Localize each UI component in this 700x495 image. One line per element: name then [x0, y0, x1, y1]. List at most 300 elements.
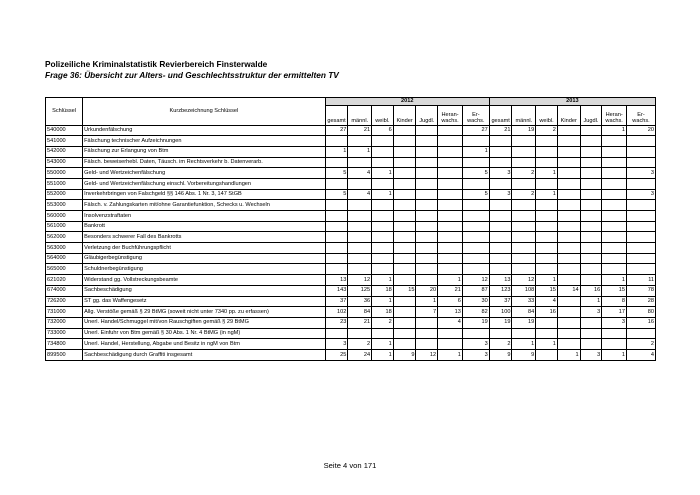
value-cell-2012: 1 [438, 349, 463, 360]
value-cell-2012 [325, 136, 348, 147]
row-description: Fälsch. beweiserhebl. Daten, Täusch. im Rechtsverkehr b. Datenverarb. [83, 157, 326, 168]
value-cell-2013: 28 [627, 296, 656, 307]
header-kurzbezeichnung: Kurzbezeichnung Schlüssel [83, 98, 326, 126]
value-cell-2012: 36 [348, 296, 372, 307]
value-cell-2012: 1 [438, 275, 463, 286]
value-cell-2013 [602, 168, 627, 179]
value-cell-2013 [580, 339, 602, 350]
row-code: 550000 [46, 168, 83, 179]
value-cell-2012 [372, 243, 394, 254]
value-cell-2012 [438, 253, 463, 264]
value-cell-2012 [348, 328, 372, 339]
value-cell-2012: 20 [416, 285, 438, 296]
value-cell-2012 [325, 243, 348, 254]
subcolumn-header-2013: männl. [512, 105, 536, 125]
value-cell-2013 [512, 211, 536, 222]
value-cell-2012 [393, 189, 416, 200]
value-cell-2013: 3 [627, 189, 656, 200]
value-cell-2013 [489, 200, 512, 211]
row-description: Unerl. Handel, Herstellung, Abgabe und Besitz in ngM von Btm [83, 339, 326, 350]
value-cell-2013 [627, 243, 656, 254]
row-description: Unerl. Handel/Schmuggel mit/von Rauschgiften gemäß § 29 BtMG [83, 317, 326, 328]
table-row [46, 211, 656, 222]
value-cell-2013: 1 [580, 296, 602, 307]
value-cell-2013: 1 [536, 339, 558, 350]
value-cell-2012: 6 [438, 296, 463, 307]
value-cell-2013 [602, 232, 627, 243]
value-cell-2013 [536, 264, 558, 275]
value-cell-2013 [627, 232, 656, 243]
value-cell-2012 [416, 211, 438, 222]
value-cell-2012 [416, 168, 438, 179]
table-row [46, 243, 656, 254]
header-schluessel: Schlüssel [46, 98, 83, 126]
subcolumn-header-2013: gesamt [489, 105, 512, 125]
value-cell-2013 [557, 328, 580, 339]
value-cell-2012 [416, 253, 438, 264]
table-row [46, 221, 656, 232]
row-description: Geld- und Wertzeichenfälschung [83, 168, 326, 179]
value-cell-2013 [602, 243, 627, 254]
value-cell-2013: 2 [512, 168, 536, 179]
value-cell-2012: 4 [348, 168, 372, 179]
value-cell-2012 [393, 243, 416, 254]
row-description: Sachbeschädigung durch Graffiti insgesamt [83, 349, 326, 360]
value-cell-2012: 3 [325, 339, 348, 350]
value-cell-2013 [536, 328, 558, 339]
value-cell-2013 [602, 211, 627, 222]
value-cell-2012 [348, 243, 372, 254]
value-cell-2012: 37 [325, 296, 348, 307]
table-body [46, 125, 656, 360]
header-year-2012: 2012 [325, 98, 489, 106]
value-cell-2012 [372, 146, 394, 157]
value-cell-2013 [602, 200, 627, 211]
value-cell-2012: 7 [416, 307, 438, 318]
value-cell-2013: 123 [489, 285, 512, 296]
value-cell-2012: 12 [348, 275, 372, 286]
value-cell-2013: 17 [602, 307, 627, 318]
value-cell-2012 [438, 136, 463, 147]
row-description: Fälsch. v. Zahlungskarten mit/ohne Garantiefunktion, Schecks u. Wechseln [83, 200, 326, 211]
value-cell-2013: 3 [580, 307, 602, 318]
value-cell-2013: 21 [489, 125, 512, 136]
page-heading [45, 59, 339, 81]
value-cell-2012 [393, 307, 416, 318]
value-cell-2012: 18 [372, 285, 394, 296]
value-cell-2013 [602, 189, 627, 200]
value-cell-2013 [536, 253, 558, 264]
value-cell-2012 [462, 221, 489, 232]
value-cell-2013 [489, 264, 512, 275]
subcolumn-header-2012: Jugdl. [416, 105, 438, 125]
value-cell-2012 [416, 264, 438, 275]
value-cell-2012 [393, 178, 416, 189]
row-description: Fälschung zur Erlangung von Btm [83, 146, 326, 157]
value-cell-2013: 12 [512, 275, 536, 286]
value-cell-2012 [393, 317, 416, 328]
subcolumn-header-2013: Heran- wachs. [602, 105, 627, 125]
value-cell-2013 [627, 157, 656, 168]
row-code: 564000 [46, 253, 83, 264]
table-row [46, 275, 656, 286]
header-year-2013: 2013 [489, 98, 655, 106]
value-cell-2012 [416, 178, 438, 189]
value-cell-2012: 13 [438, 307, 463, 318]
value-cell-2013: 3 [489, 168, 512, 179]
value-cell-2013: 1 [512, 339, 536, 350]
row-code: 540000 [46, 125, 83, 136]
value-cell-2013 [536, 221, 558, 232]
value-cell-2013: 1 [536, 189, 558, 200]
value-cell-2012 [372, 136, 394, 147]
value-cell-2012 [438, 243, 463, 254]
value-cell-2012 [393, 328, 416, 339]
value-cell-2013 [512, 253, 536, 264]
value-cell-2013: 2 [536, 125, 558, 136]
value-cell-2013 [557, 157, 580, 168]
value-cell-2013 [489, 232, 512, 243]
value-cell-2012 [416, 328, 438, 339]
value-cell-2012 [416, 275, 438, 286]
row-description: Bankrott [83, 221, 326, 232]
value-cell-2013 [512, 264, 536, 275]
value-cell-2013 [536, 157, 558, 168]
value-cell-2012 [416, 232, 438, 243]
row-code: 733000 [46, 328, 83, 339]
value-cell-2012 [325, 157, 348, 168]
value-cell-2012: 1 [372, 189, 394, 200]
value-cell-2012 [462, 178, 489, 189]
value-cell-2013 [627, 221, 656, 232]
row-description: Geld- und Wertzeichenfälschung einschl. Vorbereitungshandlungen [83, 178, 326, 189]
value-cell-2012: 19 [462, 317, 489, 328]
value-cell-2012 [393, 146, 416, 157]
table-row [46, 168, 656, 179]
value-cell-2012 [372, 221, 394, 232]
value-cell-2013 [557, 307, 580, 318]
value-cell-2012 [325, 178, 348, 189]
value-cell-2013 [557, 339, 580, 350]
value-cell-2012: 30 [462, 296, 489, 307]
table-row [46, 125, 656, 136]
value-cell-2012: 4 [348, 189, 372, 200]
value-cell-2012: 1 [372, 296, 394, 307]
value-cell-2013 [627, 211, 656, 222]
value-cell-2013: 3 [602, 317, 627, 328]
value-cell-2013 [602, 178, 627, 189]
value-cell-2013 [557, 264, 580, 275]
table-row [46, 307, 656, 318]
value-cell-2012 [325, 264, 348, 275]
value-cell-2013 [557, 296, 580, 307]
value-cell-2013 [627, 178, 656, 189]
subcolumn-header-2013: Jugdl. [580, 105, 602, 125]
value-cell-2013 [580, 221, 602, 232]
value-cell-2013 [557, 253, 580, 264]
value-cell-2012 [462, 328, 489, 339]
value-cell-2013 [557, 243, 580, 254]
value-cell-2013 [536, 349, 558, 360]
row-description: Besonders schwerer Fall des Bankrotts [83, 232, 326, 243]
value-cell-2013 [557, 211, 580, 222]
value-cell-2012 [416, 189, 438, 200]
value-cell-2012: 2 [348, 339, 372, 350]
subcolumn-header-2013: Er- wachs. [627, 105, 656, 125]
value-cell-2013 [512, 328, 536, 339]
value-cell-2013: 1 [602, 349, 627, 360]
value-cell-2012: 82 [462, 307, 489, 318]
subcolumn-header-2013: weibl. [536, 105, 558, 125]
value-cell-2013 [557, 221, 580, 232]
value-cell-2013: 14 [557, 285, 580, 296]
value-cell-2013 [557, 168, 580, 179]
value-cell-2012 [325, 253, 348, 264]
value-cell-2012: 13 [325, 275, 348, 286]
value-cell-2012: 125 [348, 285, 372, 296]
table-row [46, 285, 656, 296]
row-code: 561000 [46, 221, 83, 232]
row-description: Allg. Verstöße gemäß § 29 BtMG (soweit nicht unter 7340 pp. zu erfassen) [83, 307, 326, 318]
row-description: Sachbeschädigung [83, 285, 326, 296]
value-cell-2012: 12 [416, 349, 438, 360]
value-cell-2013 [602, 146, 627, 157]
table-row [46, 317, 656, 328]
subcolumn-header-2012: Er- wachs. [462, 105, 489, 125]
value-cell-2013: 16 [627, 317, 656, 328]
row-code: 553000 [46, 200, 83, 211]
value-cell-2012 [462, 136, 489, 147]
value-cell-2013: 100 [489, 307, 512, 318]
value-cell-2012 [438, 157, 463, 168]
value-cell-2013: 37 [489, 296, 512, 307]
value-cell-2013: 19 [489, 317, 512, 328]
value-cell-2013 [557, 189, 580, 200]
value-cell-2012 [393, 168, 416, 179]
subcolumn-header-2013: Kinder [557, 105, 580, 125]
statistics-table [45, 97, 656, 361]
value-cell-2013 [557, 136, 580, 147]
value-cell-2012 [462, 253, 489, 264]
row-description: Verletzung der Buchführungspflicht [83, 243, 326, 254]
value-cell-2012 [372, 264, 394, 275]
table-row [46, 200, 656, 211]
value-cell-2013 [580, 232, 602, 243]
table-row [46, 232, 656, 243]
value-cell-2013 [489, 243, 512, 254]
value-cell-2012 [325, 328, 348, 339]
value-cell-2013 [580, 275, 602, 286]
value-cell-2012 [372, 253, 394, 264]
value-cell-2013 [557, 275, 580, 286]
value-cell-2012 [393, 136, 416, 147]
value-cell-2013 [512, 157, 536, 168]
value-cell-2013 [627, 136, 656, 147]
value-cell-2012 [372, 178, 394, 189]
value-cell-2012 [416, 125, 438, 136]
row-code: 543000 [46, 157, 83, 168]
value-cell-2013 [512, 178, 536, 189]
value-cell-2013: 16 [536, 307, 558, 318]
value-cell-2013 [512, 136, 536, 147]
value-cell-2012: 24 [348, 349, 372, 360]
value-cell-2012: 2 [372, 317, 394, 328]
row-description: Unerl. Einfuhr von Btm gemäß § 30 Abs. 1 Nr. 4 BtMG (in ngM) [83, 328, 326, 339]
value-cell-2013 [536, 146, 558, 157]
value-cell-2012 [462, 264, 489, 275]
value-cell-2013 [489, 178, 512, 189]
value-cell-2012: 27 [325, 125, 348, 136]
table-row [46, 349, 656, 360]
value-cell-2012: 5 [462, 168, 489, 179]
row-description: Inverkehrbringen von Falschgeld §§ 146 Abs. 1 Nr. 3, 147 StGB [83, 189, 326, 200]
value-cell-2013 [557, 178, 580, 189]
value-cell-2013 [627, 264, 656, 275]
value-cell-2013: 78 [627, 285, 656, 296]
value-cell-2012 [438, 264, 463, 275]
value-cell-2012: 12 [462, 275, 489, 286]
value-cell-2013 [557, 317, 580, 328]
value-cell-2012 [416, 221, 438, 232]
table-row [46, 253, 656, 264]
value-cell-2012 [348, 221, 372, 232]
value-cell-2013: 84 [512, 307, 536, 318]
value-cell-2013: 1 [536, 168, 558, 179]
value-cell-2013: 108 [512, 285, 536, 296]
table-row [46, 264, 656, 275]
value-cell-2013 [489, 136, 512, 147]
row-code: 552000 [46, 189, 83, 200]
value-cell-2012 [438, 189, 463, 200]
table-row [46, 339, 656, 350]
value-cell-2013: 4 [536, 296, 558, 307]
row-code: 731000 [46, 307, 83, 318]
value-cell-2013 [602, 328, 627, 339]
subcolumn-header-2012: Kinder [393, 105, 416, 125]
value-cell-2013 [580, 253, 602, 264]
row-code: 674000 [46, 285, 83, 296]
row-description: Schuldnerbegünstigung [83, 264, 326, 275]
value-cell-2012 [438, 211, 463, 222]
value-cell-2013 [489, 253, 512, 264]
value-cell-2012: 6 [372, 125, 394, 136]
value-cell-2013: 3 [489, 189, 512, 200]
value-cell-2013 [580, 136, 602, 147]
value-cell-2013: 15 [602, 285, 627, 296]
value-cell-2013 [512, 200, 536, 211]
value-cell-2013: 9 [489, 349, 512, 360]
value-cell-2013 [489, 211, 512, 222]
row-code: 542000 [46, 146, 83, 157]
value-cell-2013 [557, 200, 580, 211]
value-cell-2013 [557, 232, 580, 243]
value-cell-2013 [627, 253, 656, 264]
value-cell-2012 [348, 253, 372, 264]
value-cell-2012: 23 [325, 317, 348, 328]
value-cell-2013 [580, 211, 602, 222]
value-cell-2012 [325, 232, 348, 243]
value-cell-2012 [348, 211, 372, 222]
row-description: Widerstand gg. Vollstreckungsbeamte [83, 275, 326, 286]
value-cell-2013 [580, 264, 602, 275]
value-cell-2012: 18 [372, 307, 394, 318]
value-cell-2012 [438, 232, 463, 243]
row-description: Insolvenzstraftaten [83, 211, 326, 222]
subcolumn-header-2012: weibl. [372, 105, 394, 125]
value-cell-2012 [372, 328, 394, 339]
value-cell-2013 [536, 211, 558, 222]
value-cell-2013: 2 [627, 339, 656, 350]
value-cell-2013: 20 [627, 125, 656, 136]
value-cell-2012 [372, 157, 394, 168]
value-cell-2012 [416, 146, 438, 157]
value-cell-2013 [580, 168, 602, 179]
value-cell-2012: 15 [393, 285, 416, 296]
page-footer: Seite 4 von 171 [323, 461, 377, 470]
value-cell-2013: 4 [627, 349, 656, 360]
table-row [46, 136, 656, 147]
value-cell-2013: 13 [489, 275, 512, 286]
value-cell-2012 [325, 211, 348, 222]
table-row [46, 189, 656, 200]
value-cell-2012 [348, 178, 372, 189]
value-cell-2012 [393, 339, 416, 350]
value-cell-2013 [580, 328, 602, 339]
value-cell-2012 [348, 200, 372, 211]
value-cell-2013: 3 [580, 349, 602, 360]
value-cell-2013 [602, 157, 627, 168]
value-cell-2013 [580, 157, 602, 168]
value-cell-2012: 84 [348, 307, 372, 318]
value-cell-2013 [536, 178, 558, 189]
value-cell-2013 [580, 146, 602, 157]
value-cell-2012: 102 [325, 307, 348, 318]
value-cell-2013: 15 [536, 285, 558, 296]
table-row [46, 296, 656, 307]
value-cell-2012 [416, 136, 438, 147]
value-cell-2013: 1 [557, 349, 580, 360]
value-cell-2013 [512, 243, 536, 254]
value-cell-2013 [489, 221, 512, 232]
value-cell-2012 [393, 296, 416, 307]
value-cell-2013 [580, 200, 602, 211]
row-code: 541000 [46, 136, 83, 147]
value-cell-2012 [462, 232, 489, 243]
value-cell-2013 [602, 339, 627, 350]
value-cell-2013 [489, 157, 512, 168]
row-code: 726200 [46, 296, 83, 307]
value-cell-2013 [536, 243, 558, 254]
value-cell-2012: 27 [462, 125, 489, 136]
value-cell-2012: 1 [348, 146, 372, 157]
value-cell-2013 [627, 328, 656, 339]
value-cell-2012 [325, 200, 348, 211]
value-cell-2013 [489, 328, 512, 339]
value-cell-2012 [393, 157, 416, 168]
value-cell-2013 [580, 125, 602, 136]
value-cell-2013 [602, 136, 627, 147]
value-cell-2012: 87 [462, 285, 489, 296]
value-cell-2013: 9 [512, 349, 536, 360]
value-cell-2012: 21 [438, 285, 463, 296]
value-cell-2012 [393, 211, 416, 222]
value-cell-2012: 1 [372, 275, 394, 286]
row-code: 551000 [46, 178, 83, 189]
value-cell-2013 [580, 243, 602, 254]
value-cell-2012 [416, 339, 438, 350]
value-cell-2013 [580, 178, 602, 189]
value-cell-2012: 4 [438, 317, 463, 328]
